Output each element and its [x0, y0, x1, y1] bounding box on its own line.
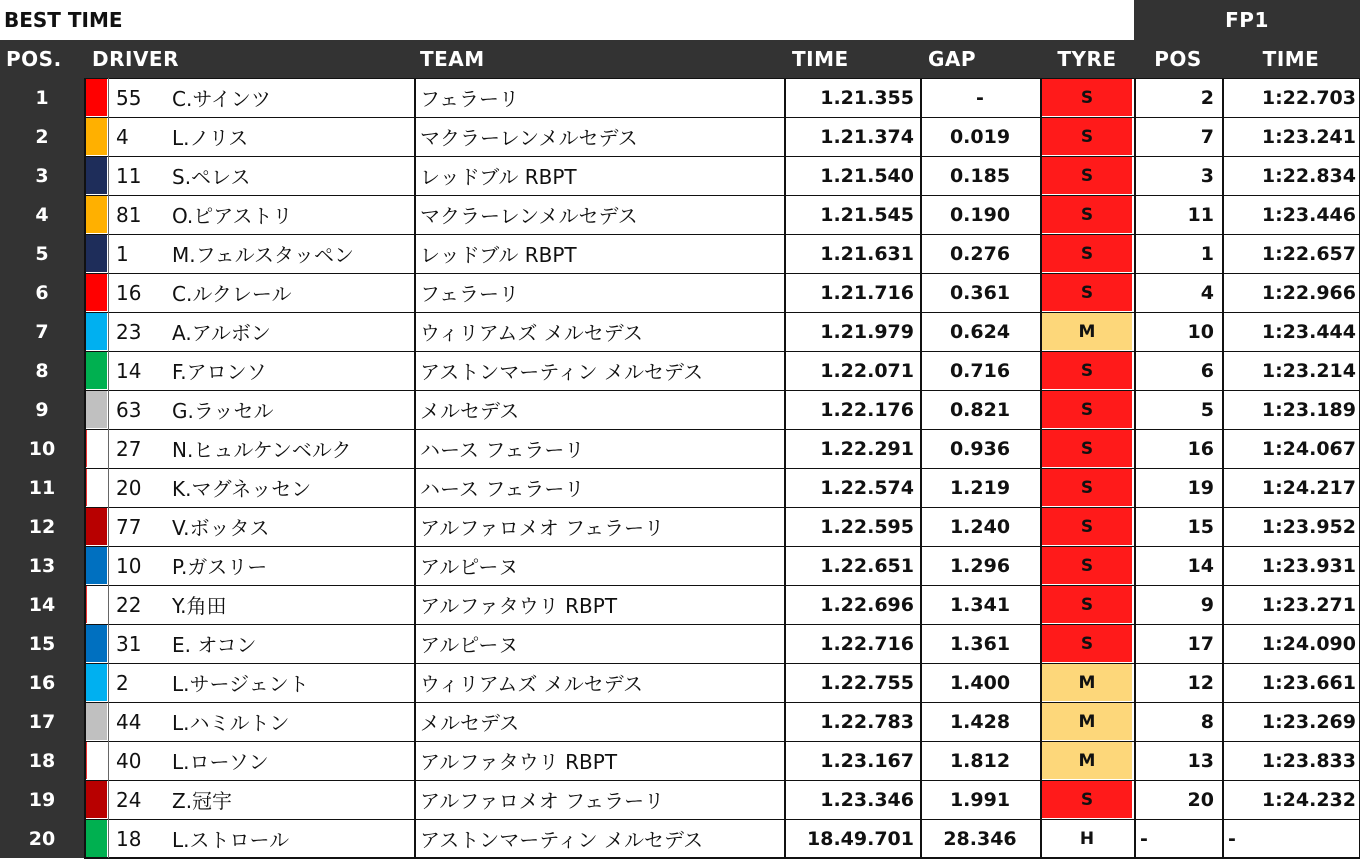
fp1-time: 1:24.217	[1224, 468, 1360, 507]
fp1-time: 1:23.661	[1224, 663, 1360, 702]
tyre-compound: S	[1042, 625, 1132, 662]
fp1-title: FP1	[1134, 0, 1360, 40]
team-color-swatch	[86, 118, 107, 155]
col-header-pos: POS.	[0, 40, 84, 78]
fp1-time: 1:23.269	[1224, 702, 1360, 741]
col-header-gap: GAP	[920, 40, 1040, 78]
tyre-compound: S	[1042, 157, 1132, 194]
best-time: 1.22.595	[786, 507, 918, 546]
fp1-position: 15	[1136, 507, 1220, 546]
tyre-compound: M	[1042, 664, 1132, 701]
row-position: 20	[0, 819, 84, 858]
row-position: 17	[0, 702, 84, 741]
driver-number: 18	[110, 819, 162, 858]
fp1-position: 1	[1136, 234, 1220, 273]
row-divider	[84, 624, 1360, 625]
team-name: アルファタウリ RBPT	[416, 741, 782, 780]
team-color-swatch	[86, 79, 107, 116]
driver-name: C.ルクレール	[162, 273, 412, 312]
team-name: ウィリアムズ メルセデス	[416, 663, 782, 702]
fp1-position: 7	[1136, 117, 1220, 156]
driver-name: L.ローソン	[162, 741, 412, 780]
row-divider	[84, 468, 1360, 469]
team-name: レッドブル RBPT	[416, 234, 782, 273]
driver-name: A.アルボン	[162, 312, 412, 351]
gap-value: -	[922, 78, 1038, 117]
team-name: アストンマーティン メルセデス	[416, 819, 782, 858]
team-color-swatch	[86, 703, 107, 740]
driver-number: 40	[110, 741, 162, 780]
best-time: 1.22.783	[786, 702, 918, 741]
row-position: 1	[0, 78, 84, 117]
best-time: 1.22.651	[786, 546, 918, 585]
driver-name: Z.冠宇	[162, 780, 412, 819]
row-divider	[84, 780, 1360, 781]
team-name: アストンマーティン メルセデス	[416, 351, 782, 390]
team-color-swatch	[86, 430, 107, 467]
fp1-time: 1:23.446	[1224, 195, 1360, 234]
tyre-compound: S	[1042, 352, 1132, 389]
gap-value: 0.821	[922, 390, 1038, 429]
fp1-position: 9	[1136, 585, 1220, 624]
col-header-team: TEAM	[414, 40, 784, 78]
team-name: マクラーレンメルセデス	[416, 195, 782, 234]
driver-number: 27	[110, 429, 162, 468]
column-divider	[784, 78, 786, 858]
driver-name: E. オコン	[162, 624, 412, 663]
team-color-swatch	[86, 196, 107, 233]
driver-number: 44	[110, 702, 162, 741]
column-divider	[1134, 78, 1136, 858]
driver-number: 23	[110, 312, 162, 351]
gap-value: 1.428	[922, 702, 1038, 741]
row-position: 3	[0, 156, 84, 195]
driver-name: G.ラッセル	[162, 390, 412, 429]
team-color-swatch	[86, 157, 107, 194]
row-position: 10	[0, 429, 84, 468]
team-color-swatch	[86, 391, 107, 428]
gap-value: 1.361	[922, 624, 1038, 663]
fp1-position: 5	[1136, 390, 1220, 429]
fp1-position: 20	[1136, 780, 1220, 819]
row-divider	[84, 585, 1360, 586]
fp1-position: 3	[1136, 156, 1220, 195]
gap-value: 1.296	[922, 546, 1038, 585]
fp1-time: 1:23.241	[1224, 117, 1360, 156]
team-name: アルピーヌ	[416, 624, 782, 663]
team-color-swatch	[86, 274, 107, 311]
row-divider	[84, 741, 1360, 742]
column-divider	[920, 78, 922, 858]
column-divider	[1040, 78, 1042, 858]
tyre-compound: S	[1042, 274, 1132, 311]
gap-value: 0.716	[922, 351, 1038, 390]
driver-name: V.ボッタス	[162, 507, 412, 546]
driver-name: N.ヒュルケンベルク	[162, 429, 412, 468]
fp1-time: 1:23.271	[1224, 585, 1360, 624]
fp1-position: 6	[1136, 351, 1220, 390]
driver-number: 77	[110, 507, 162, 546]
team-color-swatch	[86, 586, 107, 623]
team-color-swatch	[86, 235, 107, 272]
column-divider	[1222, 78, 1224, 858]
gap-value: 0.936	[922, 429, 1038, 468]
best-time: 1.21.540	[786, 156, 918, 195]
gap-value: 0.624	[922, 312, 1038, 351]
gap-value: 1.240	[922, 507, 1038, 546]
fp1-position: 19	[1136, 468, 1220, 507]
row-position: 6	[0, 273, 84, 312]
gap-value: 0.190	[922, 195, 1038, 234]
fp1-time: -	[1224, 819, 1360, 858]
row-divider	[84, 546, 1360, 547]
fp1-position: 12	[1136, 663, 1220, 702]
col-header-driver: DRIVER	[84, 40, 414, 78]
team-color-swatch	[86, 469, 107, 506]
best-time: 1.23.346	[786, 780, 918, 819]
row-divider	[84, 702, 1360, 703]
team-color-swatch	[86, 352, 107, 389]
gap-value: 28.346	[922, 819, 1038, 858]
driver-name: F.アロンソ	[162, 351, 412, 390]
col-header-tyre: TYRE	[1040, 40, 1134, 78]
driver-name: S.ペレス	[162, 156, 412, 195]
fp1-position: 14	[1136, 546, 1220, 585]
driver-number: 10	[110, 546, 162, 585]
best-time: 1.22.291	[786, 429, 918, 468]
team-color-swatch	[86, 781, 107, 818]
driver-name: M.フェルスタッペン	[162, 234, 412, 273]
driver-number: 14	[110, 351, 162, 390]
best-time: 18.49.701	[786, 819, 918, 858]
best-time: 1.22.071	[786, 351, 918, 390]
fp1-position: 2	[1136, 78, 1220, 117]
row-position: 7	[0, 312, 84, 351]
row-divider	[84, 156, 1360, 157]
driver-number: 4	[110, 117, 162, 156]
row-position: 18	[0, 741, 84, 780]
driver-name: L.サージェント	[162, 663, 412, 702]
row-position: 19	[0, 780, 84, 819]
row-position: 4	[0, 195, 84, 234]
team-name: メルセデス	[416, 390, 782, 429]
team-name: ウィリアムズ メルセデス	[416, 312, 782, 351]
team-color-swatch	[86, 664, 107, 701]
gap-value: 1.219	[922, 468, 1038, 507]
team-name: メルセデス	[416, 702, 782, 741]
team-name: アルファロメオ フェラーリ	[416, 507, 782, 546]
fp1-position: 17	[1136, 624, 1220, 663]
fp1-time: 1:23.833	[1224, 741, 1360, 780]
team-name: ハース フェラーリ	[416, 468, 782, 507]
fp1-position: 4	[1136, 273, 1220, 312]
col-header-fp1-time: TIME	[1222, 40, 1360, 78]
row-position: 5	[0, 234, 84, 273]
team-color-swatch	[86, 625, 107, 662]
row-divider	[84, 195, 1360, 196]
team-name: マクラーレンメルセデス	[416, 117, 782, 156]
team-name: アルファロメオ フェラーリ	[416, 780, 782, 819]
best-time: 1.21.631	[786, 234, 918, 273]
fp1-position: 16	[1136, 429, 1220, 468]
gap-value: 0.361	[922, 273, 1038, 312]
best-time: 1.22.176	[786, 390, 918, 429]
row-divider	[84, 429, 1360, 430]
best-time: 1.21.979	[786, 312, 918, 351]
row-divider	[84, 312, 1360, 313]
row-divider	[84, 507, 1360, 508]
tyre-compound: H	[1042, 820, 1132, 857]
best-time: 1.22.716	[786, 624, 918, 663]
tyre-compound: S	[1042, 235, 1132, 272]
fp1-position: 11	[1136, 195, 1220, 234]
gap-value: 0.019	[922, 117, 1038, 156]
row-position: 2	[0, 117, 84, 156]
row-divider	[84, 117, 1360, 118]
tyre-compound: S	[1042, 586, 1132, 623]
driver-name: P.ガスリー	[162, 546, 412, 585]
team-name: アルファタウリ RBPT	[416, 585, 782, 624]
row-divider	[84, 390, 1360, 391]
gap-value: 0.276	[922, 234, 1038, 273]
tyre-compound: M	[1042, 742, 1132, 779]
driver-number: 24	[110, 780, 162, 819]
fp1-time: 1:22.834	[1224, 156, 1360, 195]
row-position: 11	[0, 468, 84, 507]
tyre-compound: S	[1042, 196, 1132, 233]
gap-value: 1.400	[922, 663, 1038, 702]
row-divider	[84, 663, 1360, 664]
row-position: 14	[0, 585, 84, 624]
fp1-time: 1:24.067	[1224, 429, 1360, 468]
best-time: 1.21.355	[786, 78, 918, 117]
best-time: 1.21.716	[786, 273, 918, 312]
driver-number: 20	[110, 468, 162, 507]
team-name: フェラーリ	[416, 78, 782, 117]
best-time-title: BEST TIME	[4, 8, 123, 32]
fp1-time: 1:23.444	[1224, 312, 1360, 351]
team-color-swatch	[86, 313, 107, 350]
team-name: フェラーリ	[416, 273, 782, 312]
best-time: 1.21.374	[786, 117, 918, 156]
tyre-compound: S	[1042, 781, 1132, 818]
column-divider	[108, 78, 109, 858]
row-position: 15	[0, 624, 84, 663]
driver-number: 1	[110, 234, 162, 273]
best-time: 1.22.574	[786, 468, 918, 507]
fp1-position: -	[1136, 819, 1220, 858]
tyre-compound: S	[1042, 430, 1132, 467]
tyre-compound: S	[1042, 391, 1132, 428]
row-position: 9	[0, 390, 84, 429]
column-divider	[84, 78, 86, 858]
row-divider	[84, 78, 1360, 79]
fp1-time: 1:22.966	[1224, 273, 1360, 312]
column-divider	[414, 78, 416, 858]
fp1-time: 1:23.214	[1224, 351, 1360, 390]
driver-name: C.サインツ	[162, 78, 412, 117]
gap-value: 1.991	[922, 780, 1038, 819]
driver-number: 63	[110, 390, 162, 429]
best-time: 1.22.696	[786, 585, 918, 624]
team-color-swatch	[86, 508, 107, 545]
gap-value: 1.341	[922, 585, 1038, 624]
row-divider	[84, 819, 1360, 820]
driver-number: 55	[110, 78, 162, 117]
driver-number: 16	[110, 273, 162, 312]
driver-name: K.マグネッセン	[162, 468, 412, 507]
fp1-time: 1:22.703	[1224, 78, 1360, 117]
gap-value: 0.185	[922, 156, 1038, 195]
driver-name: L.ストロール	[162, 819, 412, 858]
driver-number: 2	[110, 663, 162, 702]
row-divider	[84, 351, 1360, 352]
fp1-position: 10	[1136, 312, 1220, 351]
driver-number: 11	[110, 156, 162, 195]
driver-name: Y.角田	[162, 585, 412, 624]
driver-number: 81	[110, 195, 162, 234]
fp1-time: 1:24.090	[1224, 624, 1360, 663]
best-time: 1.23.167	[786, 741, 918, 780]
tyre-compound: S	[1042, 469, 1132, 506]
fp1-time: 1:23.189	[1224, 390, 1360, 429]
fp1-position: 8	[1136, 702, 1220, 741]
row-divider	[84, 273, 1360, 274]
tyre-compound: M	[1042, 703, 1132, 740]
fp1-time: 1:22.657	[1224, 234, 1360, 273]
team-name: レッドブル RBPT	[416, 156, 782, 195]
tyre-compound: S	[1042, 79, 1132, 116]
team-name: アルピーヌ	[416, 546, 782, 585]
col-header-time: TIME	[784, 40, 920, 78]
fp1-time: 1:23.952	[1224, 507, 1360, 546]
tyre-compound: S	[1042, 547, 1132, 584]
driver-number: 31	[110, 624, 162, 663]
row-divider	[84, 234, 1360, 235]
driver-name: L.ハミルトン	[162, 702, 412, 741]
col-header-fp1-pos: POS	[1134, 40, 1222, 78]
driver-name: O.ピアストリ	[162, 195, 412, 234]
team-color-swatch	[86, 547, 107, 584]
driver-number: 22	[110, 585, 162, 624]
driver-name: L.ノリス	[162, 117, 412, 156]
team-name: ハース フェラーリ	[416, 429, 782, 468]
team-color-swatch	[86, 742, 107, 779]
fp1-position: 13	[1136, 741, 1220, 780]
best-time: 1.21.545	[786, 195, 918, 234]
tyre-compound: S	[1042, 118, 1132, 155]
row-position: 12	[0, 507, 84, 546]
fp1-time: 1:23.931	[1224, 546, 1360, 585]
row-position: 13	[0, 546, 84, 585]
gap-value: 1.812	[922, 741, 1038, 780]
row-position: 8	[0, 351, 84, 390]
tyre-compound: S	[1042, 508, 1132, 545]
tyre-compound: M	[1042, 313, 1132, 350]
team-color-swatch	[86, 820, 107, 857]
fp1-time: 1:24.232	[1224, 780, 1360, 819]
best-time: 1.22.755	[786, 663, 918, 702]
row-position: 16	[0, 663, 84, 702]
